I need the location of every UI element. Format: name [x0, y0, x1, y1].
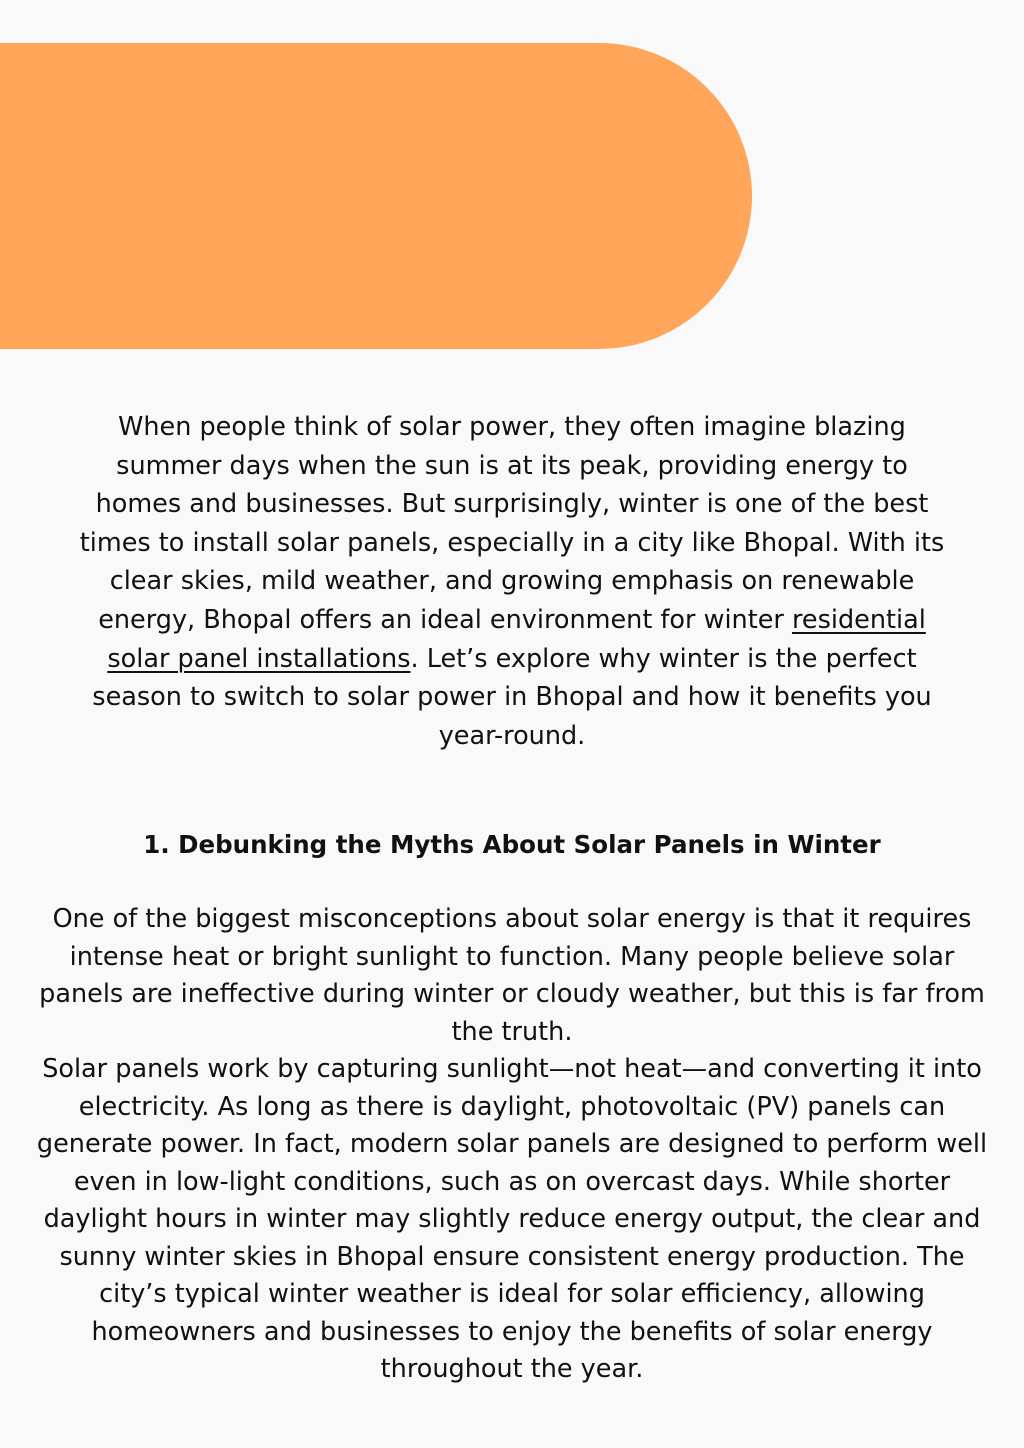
article-content — [30, 408, 994, 1389]
section-body — [30, 901, 994, 1389]
section-heading: 1. Debunking the Myths About Solar Panels in Winter — [143, 830, 881, 860]
section-paragraph-1: One of the biggest misconceptions about solar energy is that it requires intense heat or bright sunlight to function. Many people believe solar panels are ineffective during winter or cloudy weather, but this is far from the truth. — [39, 904, 985, 1047]
intro-paragraph — [72, 408, 952, 755]
intro-text-after-link: . Let’s explore why winter is the perfect season to switch to solar power in Bhopal and how it benefits you year-round. — [92, 643, 932, 751]
intro-text-before-link: When people think of solar power, they often imagine blazing summer days when the sun is at its peak, providing energy to homes and businesses. But surprisingly, winter is one of the best times to install solar panels, especially in a city like Bhopal. With its clear skies, mild weather, and growing emphasis on renewable energy, Bhopal offers an ideal environment for winter — [79, 412, 945, 635]
header-banner — [0, 43, 752, 349]
section-paragraph-2: Solar panels work by capturing sunlight—not heat—and converting it into electricity. As long as there is daylight, photovoltaic (PV) panels can generate power. In fact, modern solar panels are designed to perform well even in low-light conditions, such as on overcast days. While shorter daylight hours in winter may slightly reduce energy output, the clear and sunny winter skies in Bhopal ensure consistent energy production. The city’s typical winter weather is ideal for solar efficiency, allowing homeowners and businesses to enjoy the benefits of solar energy throughout the year. — [36, 1054, 988, 1385]
residential-solar-link[interactable]: residential solar panel installations — [107, 604, 926, 674]
